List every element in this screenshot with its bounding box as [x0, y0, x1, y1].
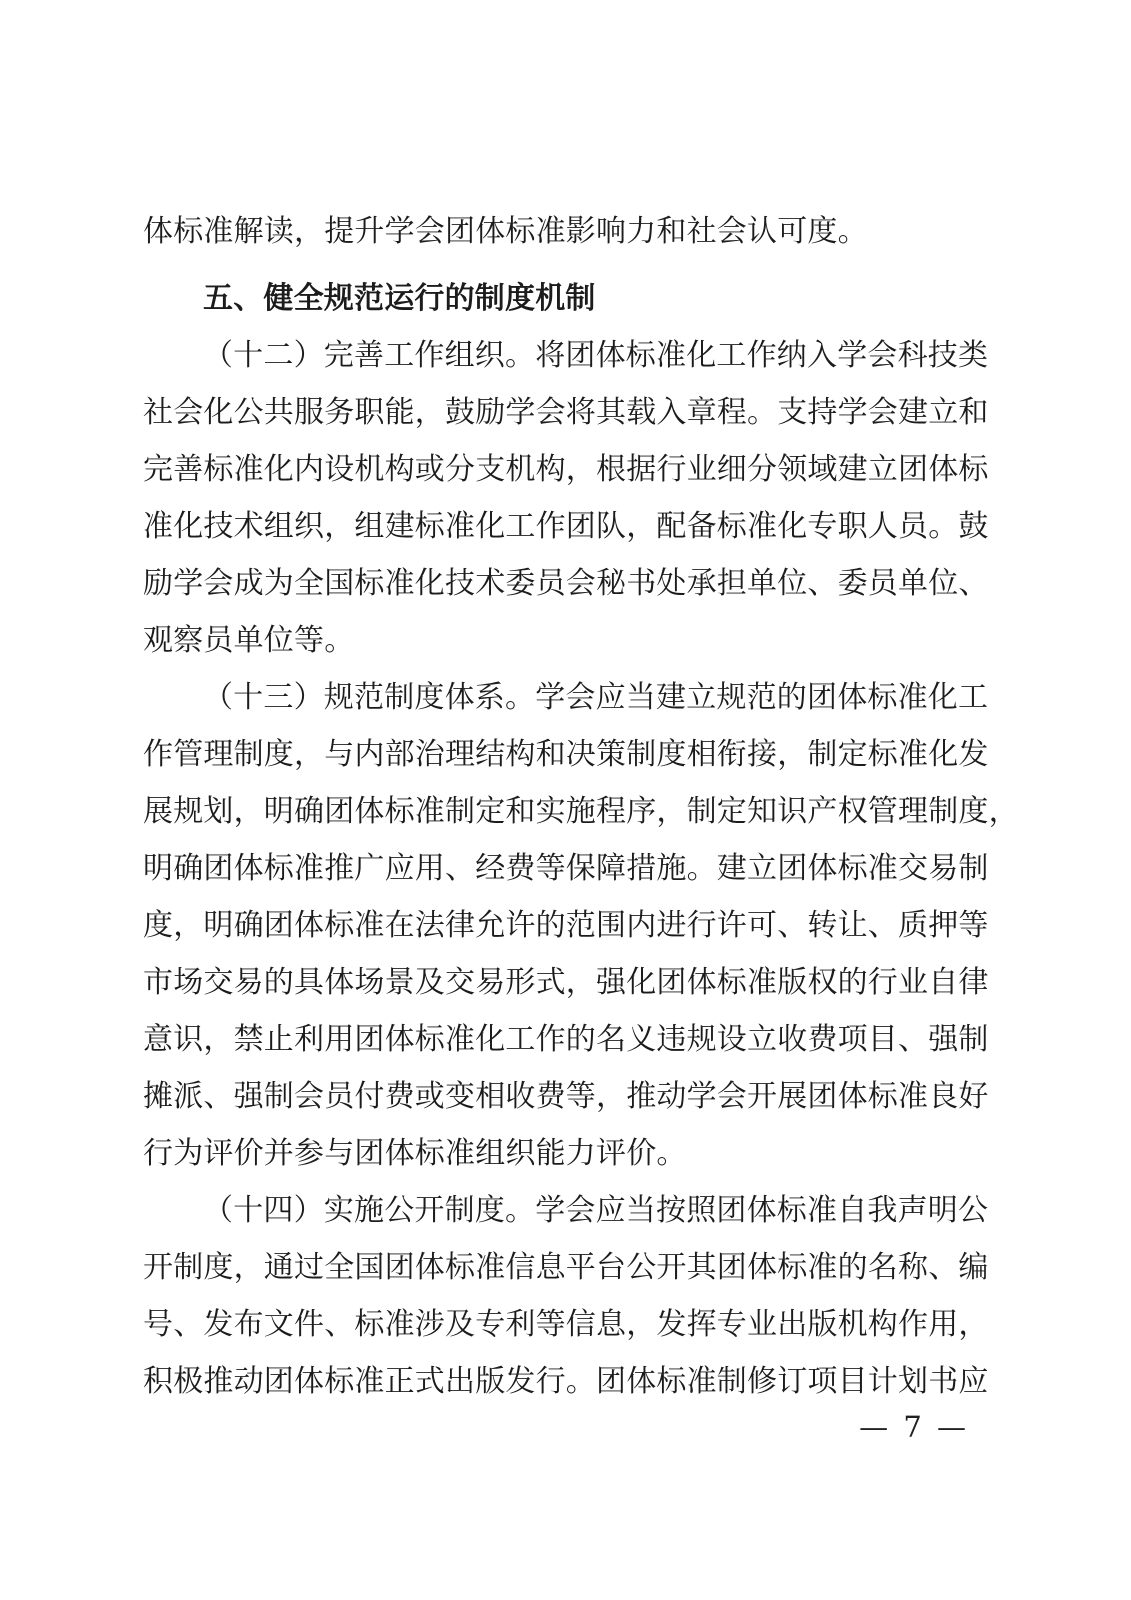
paragraph-13-line: 度，明确团体标准在法律允许的范围内进行许可、转让、质押等 — [143, 908, 989, 943]
paragraph-13-line: 市场交易的具体场景及交易形式，强化团体标准版权的行业自律 — [143, 965, 989, 1000]
paragraph-14-line: 号、发布文件、标准涉及专利等信息，发挥专业出版机构作用， — [143, 1307, 989, 1342]
paragraph-12-line: （十二）完善工作组织。将团体标准化工作纳入学会科技类 — [203, 338, 989, 373]
paragraph-14-line: （十四）实施公开制度。学会应当按照团体标准自我声明公 — [203, 1193, 989, 1228]
page-number: — 7 — — [859, 1410, 969, 1444]
paragraph-13-line: 展规划，明确团体标准制定和实施程序，制定知识产权管理制度， — [143, 794, 1019, 829]
paragraph-14-line: 积极推动团体标准正式出版发行。团体标准制修订项目计划书应 — [143, 1364, 989, 1399]
paragraph-14-line: 开制度，通过全国团体标准信息平台公开其团体标准的名称、编 — [143, 1250, 989, 1285]
section-heading: 五、健全规范运行的制度机制 — [203, 281, 596, 316]
paragraph-12-line: 观察员单位等。 — [143, 623, 355, 658]
paragraph-continuation-line: 体标准解读，提升学会团体标准影响力和社会认可度。 — [143, 214, 868, 249]
paragraph-12-line: 准化技术组织，组建标准化工作团队，配备标准化专职人员。鼓 — [143, 509, 989, 544]
paragraph-13-line: 意识，禁止利用团体标准化工作的名义违规设立收费项目、强制 — [143, 1022, 989, 1057]
paragraph-13-line: 作管理制度，与内部治理结构和决策制度相衔接，制定标准化发 — [143, 737, 989, 772]
paragraph-13-line: 行为评价并参与团体标准组织能力评价。 — [143, 1136, 687, 1171]
page-footer — [859, 1410, 969, 1444]
document-body — [143, 203, 1019, 1410]
paragraph-12-line: 励学会成为全国标准化技术委员会秘书处承担单位、委员单位、 — [143, 566, 989, 601]
paragraph-13-line: 明确团体标准推广应用、经费等保障措施。建立团体标准交易制 — [143, 851, 989, 886]
paragraph-12-line: 社会化公共服务职能，鼓励学会将其载入章程。支持学会建立和 — [143, 395, 989, 430]
paragraph-13-line: 摊派、强制会员付费或变相收费等，推动学会开展团体标准良好 — [143, 1079, 989, 1114]
paragraph-13-line: （十三）规范制度体系。学会应当建立规范的团体标准化工 — [203, 680, 989, 715]
paragraph-12-line: 完善标准化内设机构或分支机构，根据行业细分领域建立团体标 — [143, 452, 989, 487]
